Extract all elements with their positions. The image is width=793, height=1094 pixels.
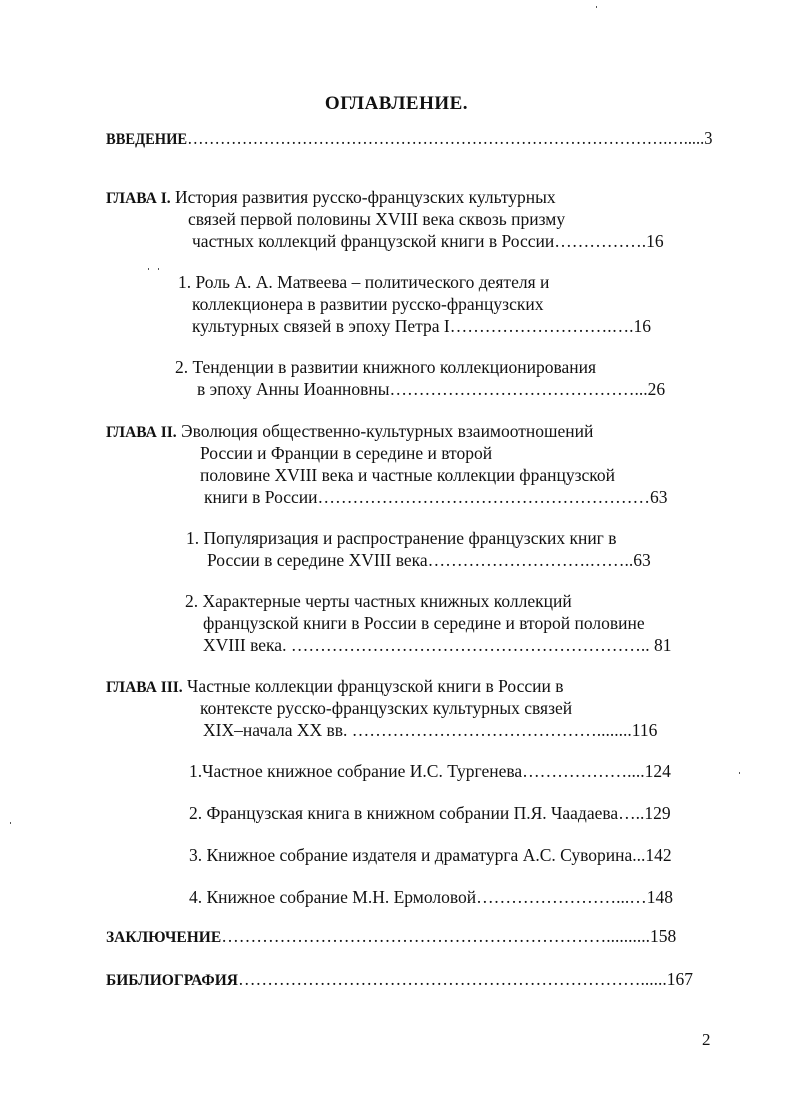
toc-page: 3: [704, 128, 713, 148]
toc-dots: …………………………………………………………………………….….....: [187, 128, 705, 148]
toc-line: России и Франции в середине и второй: [200, 443, 493, 463]
toc-line: XIX–начала XX вв. ……………………………………........116: [203, 720, 658, 740]
toc-entry-bibliography: [106, 968, 693, 992]
toc-line: половине XVIII века и частные коллекции французской: [200, 465, 616, 485]
scan-speck: [158, 268, 159, 270]
toc-line: 2. Тенденции в развитии книжного коллекционирования: [175, 357, 597, 377]
toc-entry-ch1: [106, 186, 556, 210]
toc-line: 3. Книжное собрание издателя и драматурга А.С. Суворина...142: [189, 845, 672, 865]
toc-text: Частные коллекции французской книги в России в: [187, 676, 564, 696]
toc-line: культурных связей в эпоху Петра I……………………….….16: [192, 316, 651, 336]
toc-entry-ch3: [106, 675, 564, 699]
scan-speck: [10, 822, 11, 824]
toc-line: коллекционера в развитии русско-французских: [192, 294, 544, 314]
toc-dots: ……………………………………………………………......167: [237, 969, 693, 989]
scan-speck: [148, 268, 149, 270]
toc-label: ВВЕДЕНИЕ: [106, 131, 188, 148]
toc-label: ГЛАВА III.: [106, 679, 183, 696]
toc-dots: …………………………………………………………..........158: [221, 926, 677, 946]
toc-line: 4. Книжное собрание М.Н. Ермоловой……………………...…148: [189, 887, 673, 907]
toc-label: ЗАКЛЮЧЕНИЕ: [106, 929, 222, 946]
toc-line: 2. Характерные черты частных книжных коллекций: [185, 591, 572, 611]
toc-line: 1.Частное книжное собрание И.С. Тургенева………………....124: [189, 761, 671, 781]
toc-text: Эволюция общественно-культурных взаимоотношений: [181, 421, 594, 441]
toc-line: 1. Роль А. А. Матвеева – политического деятеля и: [178, 272, 550, 292]
toc-line: книги в России…………………………………………………63: [204, 487, 668, 507]
scan-speck: [739, 772, 740, 774]
toc-line: XVIII века. …………………………………………………….. 81: [203, 635, 672, 655]
toc-line: 1. Популяризация и распространение французских книг в: [186, 528, 617, 548]
toc-entry-conclusion: [106, 925, 676, 949]
toc-label: БИБЛИОГРАФИЯ: [106, 972, 238, 989]
toc-line: 2. Французская книга в книжном собрании П.Я. Чаадаева…..129: [189, 803, 671, 823]
scan-speck: [596, 6, 597, 8]
toc-line: связей первой половины XVIII века сквозь призму: [188, 209, 566, 229]
page-title: ОГЛАВЛЕНИЕ.: [324, 93, 469, 114]
toc-line: России в середине XVIII века……………………….……..63: [207, 550, 651, 570]
toc-label: ГЛАВА I.: [106, 190, 171, 207]
toc-text: История развития русско-французских культурных: [174, 187, 556, 207]
toc-entry-ch2: [106, 420, 593, 444]
toc-line: частных коллекций французской книги в России…………….16: [192, 231, 664, 251]
toc-label: ГЛАВА II.: [106, 424, 177, 441]
toc-line: французской книги в России в середине и второй половине: [203, 613, 645, 633]
toc-entry-intro: [106, 127, 712, 151]
page-number: 2: [702, 1030, 711, 1049]
toc-line: в эпоху Анны Иоанновны……………………………………...26: [197, 379, 666, 399]
toc-line: контексте русско-французских культурных связей: [200, 698, 573, 718]
